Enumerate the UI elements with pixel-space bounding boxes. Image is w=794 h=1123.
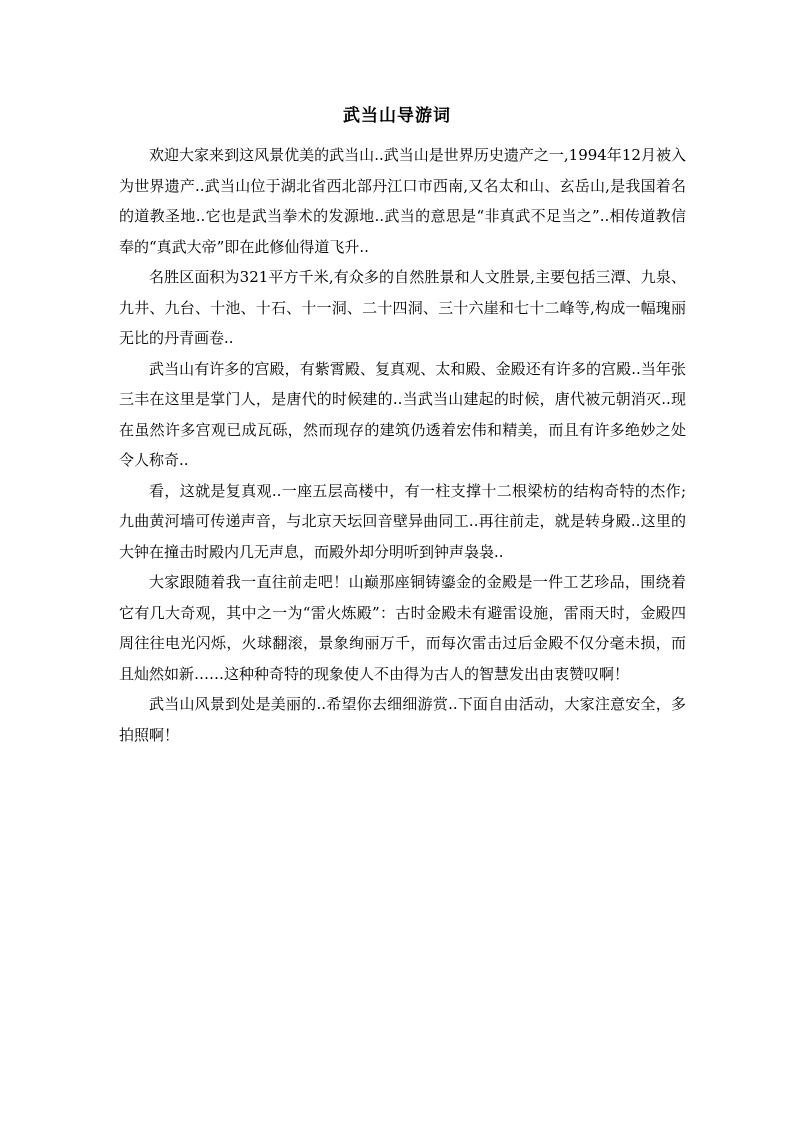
paragraph-fuzhen-temple: 看，这就是复真观..一座五层高楼中，有一柱支撑十二根梁枋的结构奇特的杰作;九曲黄河墙可传递声音，与北京天坛回音壁异曲同工..再往前走，就是转身殿..这里的大钟在撞击时殿内几无声息，而殿外却分明听到钟声袅袅..	[119, 481, 686, 561]
paragraph-scenic-area: 名胜区面积为321平方千米,有众多的自然胜景和人文胜景,主要包括三潭、九泉、九井、九台、十池、十石、十一洞、二十四洞、三十六崖和七十二峰等,构成一幅瑰丽无比的丹青画卷..	[119, 268, 686, 347]
paragraph-closing: 武当山风景到处是美丽的..希望你去细细游赏..下面自由活动，大家注意安全，多拍照啊！	[119, 695, 686, 744]
paragraph-golden-hall: 大家跟随着我一直往前走吧！山巅那座铜铸鎏金的金殿是一件工艺珍品，围绕着它有几大奇观，其中之一为“雷火炼殿”：古时金殿未有避雷设施，雷雨天时，金殿四周往往电光闪烁，火球翻滚，景象绚丽万千，而每次雷击过后金殿不仅分毫未损，而且灿然如新……这种种奇特的现象使人不由得为古人的智慧发出由衷赞叹啊！	[119, 573, 686, 683]
document-body	[119, 140, 686, 750]
paragraph-palaces: 武当山有许多的宫殿，有紫霄殿、复真观、太和殿、金殿还有许多的宫殿..当年张三丰在这里是掌门人，是唐代的时候建的..当武当山建起的时候，唐代被元朝消灭..现在虽然许多宫观已成瓦砾，然而现存的建筑仍透着宏伟和精美，而且有许多绝妙之处令人称奇..	[119, 359, 686, 469]
paragraph-intro: 欢迎大家来到这风景优美的武当山..武当山是世界历史遗产之一,1994年12月被入为世界遗产..武当山位于湖北省西北部丹江口市西南,又名太和山、玄岳山,是我国着名的道教圣地..它也是武当拳术的发源地..武当的意思是“非真武不足当之”..相传道教信奉的“真武大帝”即在此修仙得道飞升..	[119, 146, 686, 256]
document-title: 武当山导游词	[343, 106, 451, 126]
